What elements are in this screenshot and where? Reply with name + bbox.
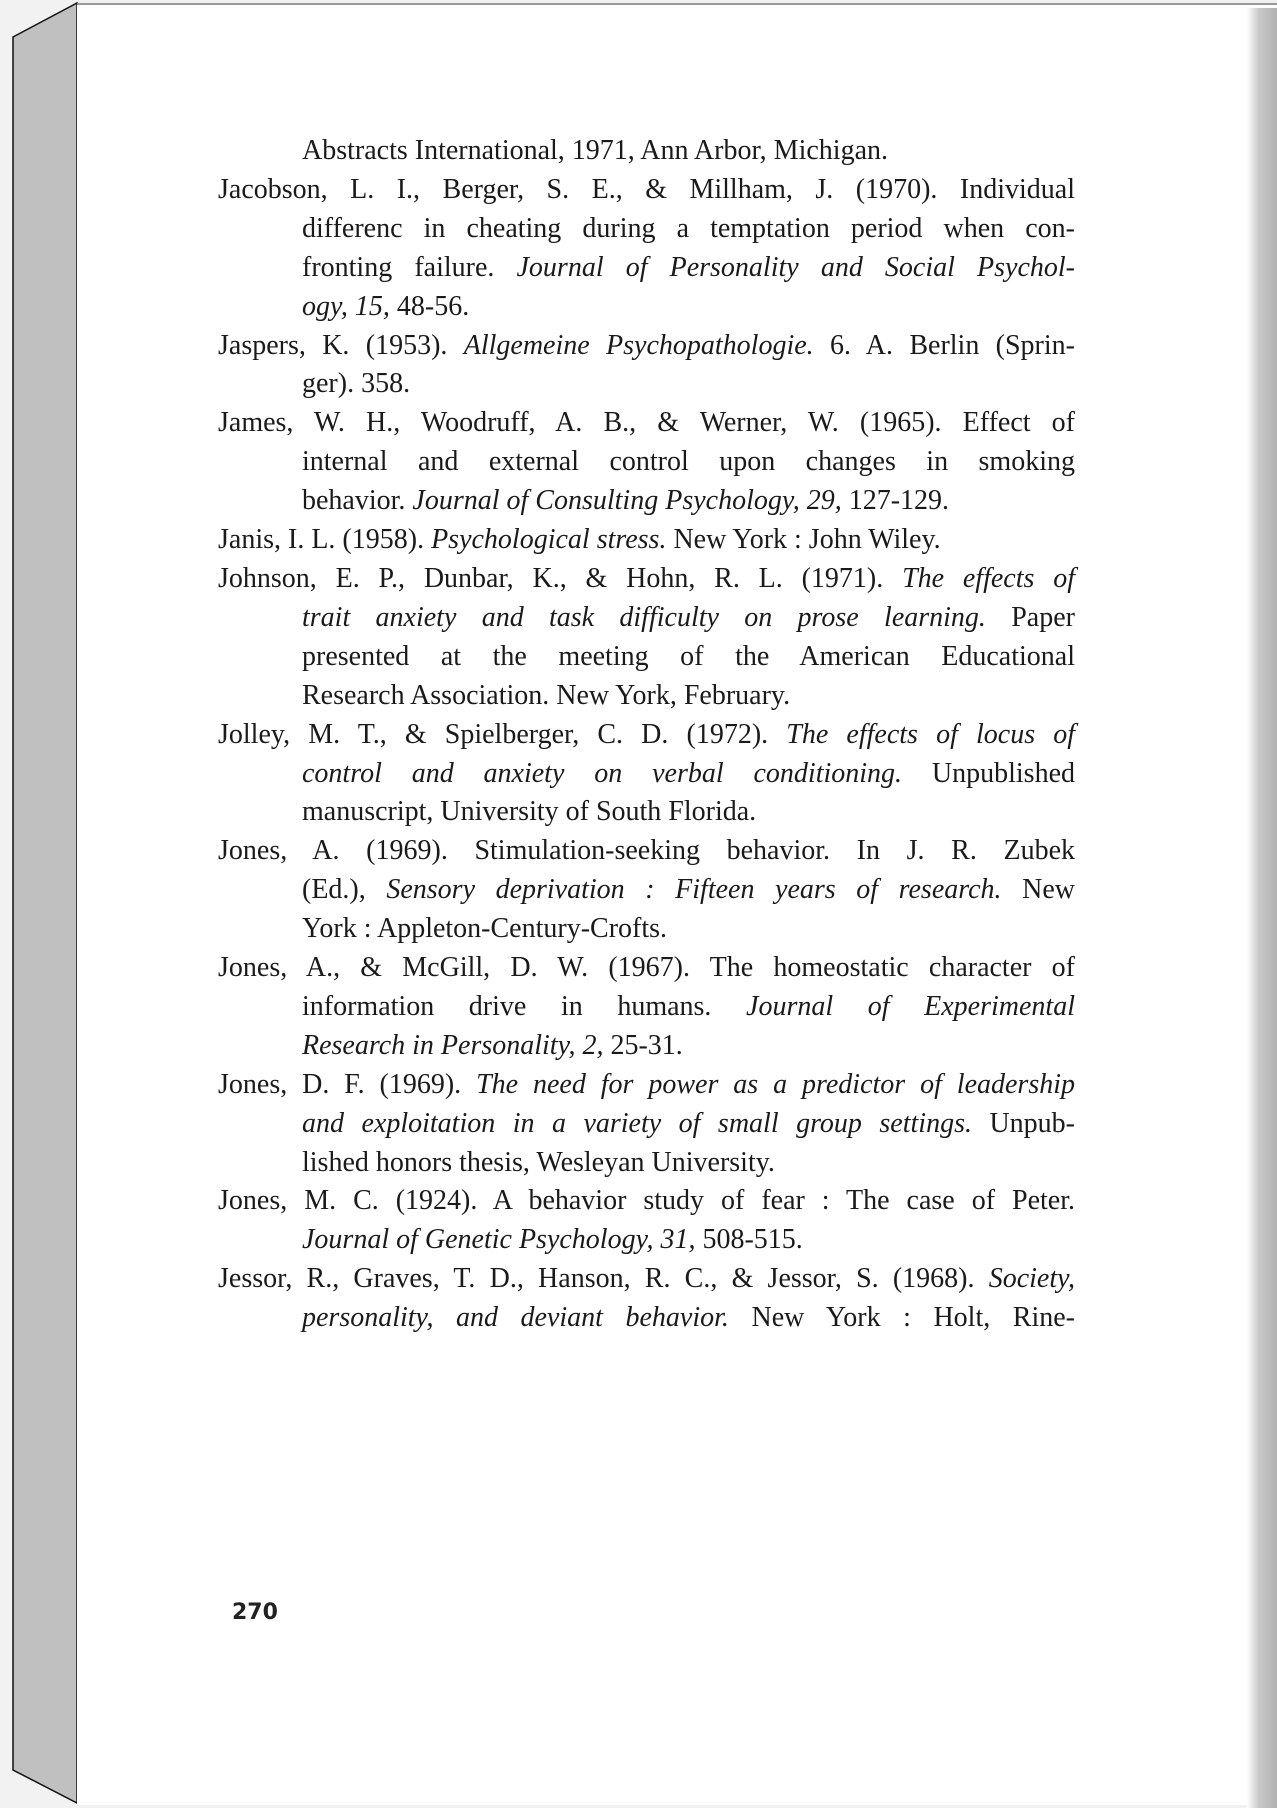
text-line: [218, 560, 1075, 599]
text-line: [218, 677, 1075, 716]
text-line: [218, 1182, 1075, 1221]
text-line: [218, 365, 1075, 404]
italic-title: and exploitation in a variety of small group settings.: [302, 1107, 972, 1139]
text-line: [218, 793, 1075, 832]
text-line: [218, 755, 1075, 794]
text-line: [218, 1221, 1075, 1260]
text-segment: Jacobson, L. I., Berger, S. E., & Millham, J. (1970). Individual: [218, 173, 1075, 205]
text-line: [218, 910, 1075, 949]
text-segment: New: [1001, 874, 1075, 906]
reference-entry: [218, 404, 1075, 521]
text-line: [218, 404, 1075, 443]
text-segment: Jones, A. (1969). Stimulation-seeking behavior. In J. R. Zubek: [218, 835, 1075, 867]
reference-entry: [218, 1182, 1075, 1260]
italic-title: trait anxiety and task difficulty on prose learning.: [302, 601, 986, 633]
italic-title: Journal of Experimental: [746, 990, 1075, 1022]
text-line: [218, 288, 1075, 327]
italic-title: Sensory deprivation : Fifteen years of research.: [386, 874, 1002, 906]
italic-title: Journal of Genetic Psychology, 31,: [302, 1224, 696, 1256]
text-segment: 6. A. Berlin (Sprin-: [813, 329, 1075, 361]
text-segment: New York : Holt, Rine-: [728, 1302, 1075, 1334]
text-line: [218, 171, 1075, 210]
text-segment: Jones, D. F. (1969).: [218, 1068, 477, 1100]
text-segment: Unpub-: [971, 1107, 1076, 1139]
text-segment: Jolley, M. T., & Spielberger, C. D. (1972).: [218, 718, 787, 750]
text-segment: Abstracts International, 1971, Ann Arbor, Michigan.: [302, 135, 888, 166]
text-line: [218, 949, 1075, 988]
reference-entry: [218, 716, 1075, 833]
text-segment: Jaspers, K. (1953).: [218, 329, 464, 361]
page-number: 270: [232, 1600, 278, 1625]
reference-entry: [218, 171, 1075, 327]
text-segment: Jones, M. C. (1924). A behavior study of fear : The case of Peter.: [218, 1185, 1075, 1217]
text-segment: 48-56.: [389, 290, 470, 322]
italic-title: Allgemeine Psychopathologie.: [463, 329, 814, 361]
text-segment: James, W. H., Woodruff, A. B., & Werner, W. (1965). Effect of: [218, 407, 1075, 439]
text-line: [218, 832, 1075, 871]
italic-title: Journal of Personality and Social Psychol-: [516, 251, 1075, 283]
reference-entry: [218, 327, 1075, 405]
text-segment: Paper: [985, 601, 1075, 633]
text-line: [218, 988, 1075, 1027]
text-segment: 127-129.: [841, 485, 950, 517]
text-line: [218, 1027, 1075, 1066]
text-line: [218, 638, 1075, 677]
reference-entry: [218, 832, 1075, 949]
text-line: [218, 1260, 1075, 1299]
text-segment: Johnson, E. P., Dunbar, K., & Hohn, R. L. (1971).: [218, 562, 903, 594]
italic-title: Journal of Consulting Psychology, 29,: [412, 485, 842, 517]
text-segment: Jones, A., & McGill, D. W. (1967). The homeostatic character of: [218, 952, 1075, 984]
text-line: [218, 871, 1075, 910]
text-line: [218, 1066, 1075, 1105]
reference-entry: [218, 521, 1075, 560]
text-line: [218, 210, 1075, 249]
text-segment: internal and external control upon changes in smoking: [302, 446, 1075, 478]
italic-title: The effects of locus of: [786, 718, 1075, 750]
text-line: [218, 482, 1075, 521]
text-segment: (Ed.),: [302, 874, 387, 906]
text-segment: Jessor, R., Graves, T. D., Hanson, R. C., & Jessor, S. (1968).: [218, 1263, 989, 1295]
text-segment: Unpublished: [902, 757, 1076, 789]
text-line: [218, 132, 1075, 171]
text-line: [218, 1105, 1075, 1144]
text-line: [218, 443, 1075, 482]
text-line: [218, 1299, 1075, 1338]
reference-entry: [218, 1260, 1075, 1338]
italic-title: ogy, 15,: [302, 290, 390, 322]
text-segment: 508-515.: [695, 1224, 803, 1256]
reference-list: [218, 132, 1075, 1338]
text-segment: Research Association. New York, February.: [302, 679, 791, 711]
text-segment: behavior.: [302, 485, 413, 517]
text-segment: 25-31.: [603, 1029, 683, 1061]
reference-entry: [218, 560, 1075, 716]
text-segment: York : Appleton-Century-Crofts.: [302, 913, 668, 945]
text-line: [218, 521, 1075, 560]
italic-title: Research in Personality, 2,: [302, 1029, 604, 1061]
italic-title: Society,: [988, 1263, 1075, 1295]
reference-entry: [218, 949, 1075, 1066]
page-edge-shadow: [1247, 8, 1277, 1808]
text-line: [218, 599, 1075, 638]
text-segment: information drive in humans.: [302, 990, 747, 1022]
text-segment: differenc in cheating during a temptation period when con-: [302, 212, 1075, 244]
text-segment: Janis, I. L. (1958).: [218, 524, 432, 556]
text-segment: presented at the meeting of the American Educational: [302, 640, 1075, 672]
italic-title: Psychological stress.: [431, 524, 667, 556]
text-segment: ger). 358.: [302, 368, 411, 400]
text-segment: manuscript, University of South Florida.: [302, 796, 757, 828]
italic-title: control and anxiety on verbal conditioning.: [302, 757, 903, 789]
italic-title: The effects of: [902, 562, 1075, 594]
italic-title: personality, and deviant behavior.: [302, 1302, 729, 1334]
text-line: [218, 327, 1075, 366]
italic-title: The need for power as a predictor of leadership: [476, 1068, 1075, 1100]
reference-entry: [218, 1066, 1075, 1183]
text-line: [218, 249, 1075, 288]
text-line: [218, 716, 1075, 755]
text-segment: fronting failure.: [302, 251, 517, 283]
text-segment: New York : John Wiley.: [666, 524, 941, 556]
text-line: [218, 1144, 1075, 1183]
text-segment: lished honors thesis, Wesleyan University.: [302, 1146, 775, 1178]
